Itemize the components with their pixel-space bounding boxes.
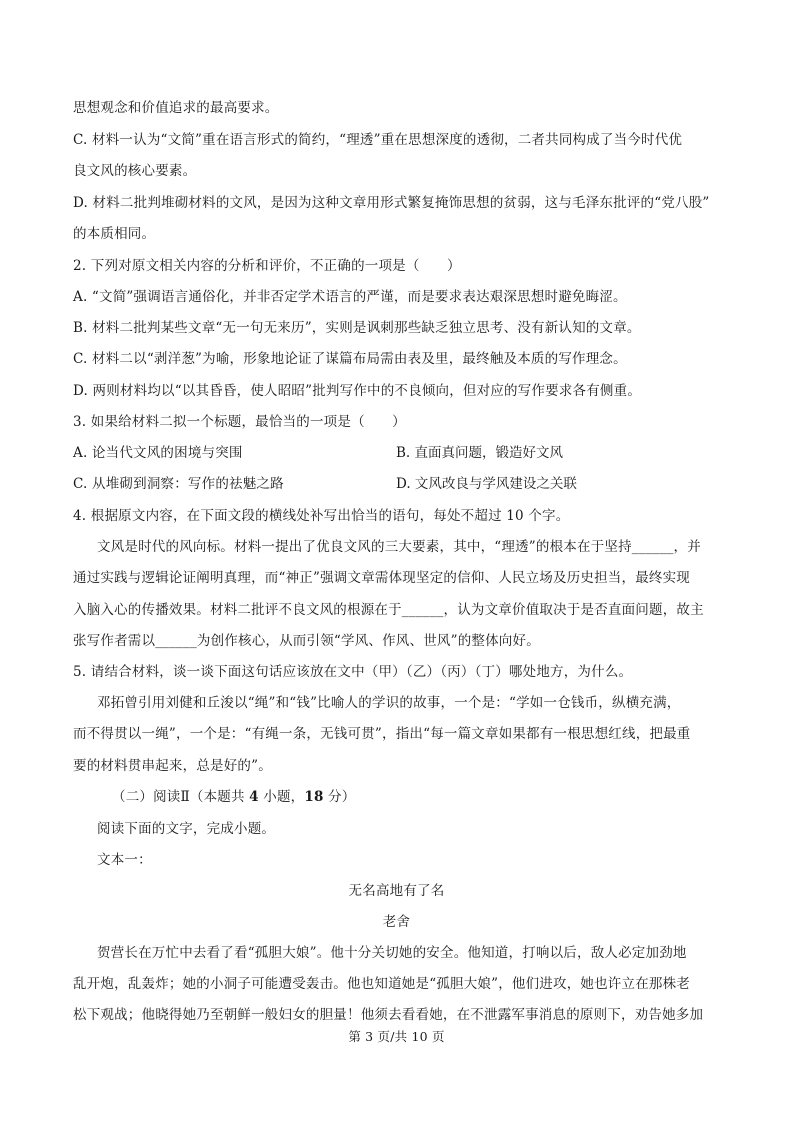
article-line: 乱开炮，乱轰炸；她的小洞子可能遭受轰击。他也知道她是“孤胆大娘”，他们进攻，她也许立在那株老	[73, 976, 691, 992]
q3-option-a: A. 论当代文风的困境与突围	[73, 445, 243, 461]
text-line: 良文风的核心要素。	[73, 163, 197, 179]
section-heading-text: 小题，	[258, 789, 305, 805]
q5-paragraph-line: 要的材料贯串起来，总是好的”。	[73, 758, 272, 774]
q3-option-b: B. 直面真问题，锻造好文风	[396, 445, 564, 461]
page-footer: 第 3 页/共 10 页	[348, 1029, 445, 1044]
q4-paragraph-line: 入脑入心的传播效果。材料二批评不良文风的根源在于______，认为文章价值取决于是否直面问题，故主	[73, 602, 704, 618]
q4-paragraph-line: 张写作者需以______为创作核心，从而引领“学风、作风、世风”的整体向好。	[73, 633, 540, 649]
option-d: D. 材料二批判堆砌材料的文风，是因为这种文章用形式繁复掩饰思想的贫弱，这与毛泽东批评的“党八股”	[73, 195, 710, 211]
article-author: 老舍	[382, 914, 411, 930]
q2-option-b: B. 材料二批判某些文章“无一句无来历”，实则是讽刺那些缺乏独立思考、没有新认知的文章。	[73, 320, 641, 336]
article-line: 松下观战；他晓得她乃至朝鲜一般妇女的胆量！他须去看看她，在不泄露军事消息的原则下，劝告她多加	[73, 1007, 704, 1023]
text-line: 思想观念和价值追求的最高要求。	[73, 100, 279, 116]
reading-instruction: 阅读下面的文字，完成小题。	[97, 821, 276, 837]
q5-paragraph-line: 而不得贯以一绳”，一个是：“有绳一条，无钱可贯”，指出“每一篇文章如果都有一根思想红线，把最重	[73, 726, 691, 742]
question-2: 2. 下列对原文相关内容的分析和评价，不正确的一项是（ ）	[73, 258, 461, 274]
section-heading	[112, 785, 355, 805]
question-4: 4. 根据原文内容，在下面文段的横线处补写出恰当的语句，每处不超过 10 个字。	[73, 508, 570, 524]
article-title: 无名高地有了名	[348, 883, 445, 899]
q3-option-d: D. 文风改良与学风建设之关联	[396, 476, 577, 492]
text-label: 文本一：	[97, 852, 152, 868]
section-heading-text: （二）阅读Ⅱ（本题共	[112, 789, 250, 805]
q4-paragraph-line: 通过实践与逻辑论证阐明真理，而“神正”强调文章需体现坚定的信仰、人民立场及历史担当，最终实现	[73, 570, 691, 586]
q2-option-c: C. 材料二以“剥洋葱”为喻，形象地论证了谋篇布局需由表及里，最终触及本质的写作理念。	[73, 351, 627, 367]
option-c: C. 材料一认为“文简”重在语言形式的简约，“理透”重在思想深度的透彻，二者共同构成了当今时代优	[73, 132, 683, 148]
q2-option-d: D. 两则材料均以“以其昏昏，使人昭昭”批判写作中的不良倾向，但对应的写作要求各有侧重。	[73, 383, 642, 399]
q2-option-a: A. “文简”强调语言通俗化，并非否定学术语言的严谨，而是要求表达艰深思想时避免晦涩。	[73, 289, 627, 305]
q5-paragraph-line: 邓拓曾引用刘健和丘浚以“绳”和“钱”比喻人的学识的故事，一个是：“学如一仓钱币，纵横充满，	[97, 695, 681, 711]
text-line: 的本质相同。	[73, 226, 156, 242]
article-line: 贺营长在万忙中去看了看“孤胆大娘”。他十分关切她的安全。他知道，打响以后，敌人必定加劲地	[97, 945, 687, 961]
score-count: 18	[304, 789, 324, 805]
question-5: 5. 请结合材料，谈一谈下面这句话应该放在文中（甲）（乙）（丙）（丁）哪处地方，为什么。	[73, 664, 633, 680]
section-heading-text: 分）	[323, 789, 356, 805]
question-count: 4	[249, 789, 259, 805]
q3-option-c: C. 从堆砌到洞察：写作的祛魅之路	[73, 476, 284, 492]
question-3: 3. 如果给材料二拟一个标题，最恰当的一项是（ ）	[73, 414, 406, 430]
q4-paragraph-line: 文风是时代的风向标。材料一提出了优良文风的三大要素，其中，“理透”的根本在于坚持______，并	[97, 539, 701, 555]
